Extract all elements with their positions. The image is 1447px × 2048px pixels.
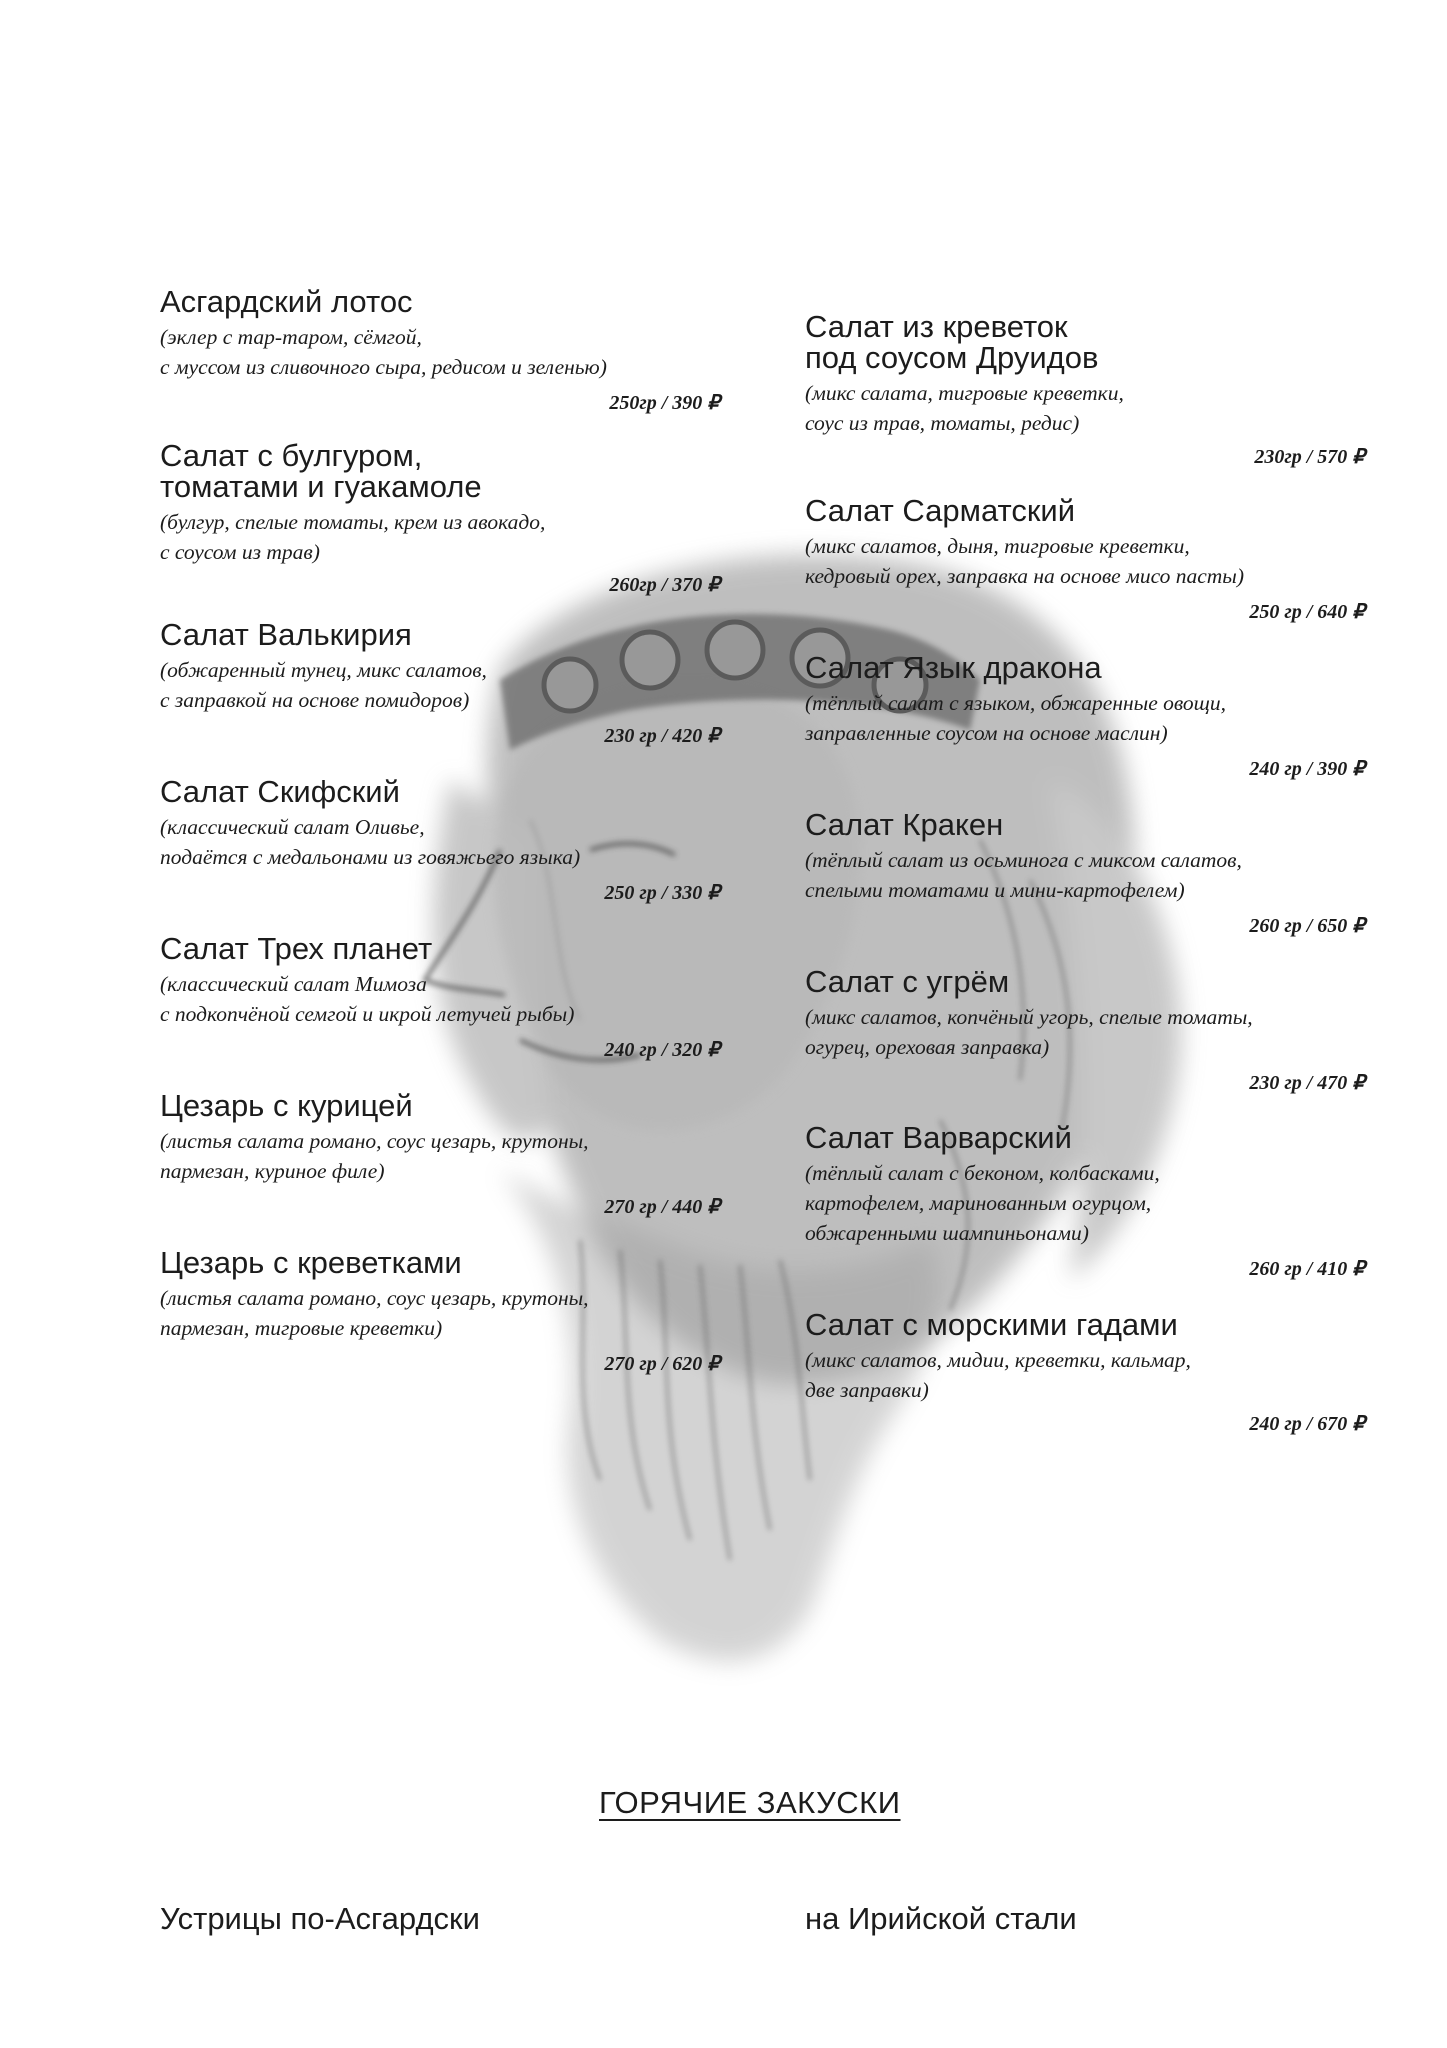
item-name-oysters: Устрицы по-Асгардски: [160, 1901, 480, 1936]
item-price: 230гр / 570 ₽: [1254, 446, 1365, 468]
menu-item: [160, 438, 720, 596]
item-price: 260 гр / 410 ₽: [1249, 1258, 1365, 1280]
item-name: Салат Сарматский: [805, 493, 1076, 528]
item-description: (листья салата романо, соус цезарь, крутоны, пармезан, тигровые креветки): [160, 1286, 589, 1340]
item-price: 270 гр / 440 ₽: [604, 1196, 720, 1218]
menu-item: [160, 931, 720, 1061]
item-price: 260 гр / 650 ₽: [1249, 915, 1365, 937]
menu-item: [160, 774, 720, 904]
section-title-hot-appetizers: ГОРЯЧИЕ ЗАКУСКИ: [599, 1785, 901, 1820]
item-description: (тёплый салат с беконом, колбасками, картофелем, маринованным огурцом, обжаренными шампиньонами): [805, 1161, 1160, 1245]
menu-item: [160, 1245, 720, 1375]
menu-item: [805, 493, 1365, 623]
item-name: Салат Кракен: [805, 807, 1004, 842]
menu-item: [805, 650, 1365, 780]
item-price: 260гр / 370 ₽: [609, 574, 720, 596]
menu-item: [805, 1307, 1365, 1435]
item-price: 240 гр / 390 ₽: [1249, 758, 1365, 780]
item-description: (тёплый салат из осьминога с миксом салатов, спелыми томатами и мини-картофелем): [805, 848, 1242, 902]
item-name: Салат Трех планет: [160, 931, 433, 966]
item-name: Салат Валькирия: [160, 617, 412, 652]
item-name: Салат Варварский: [805, 1120, 1072, 1155]
item-price: 250 гр / 640 ₽: [1249, 601, 1365, 623]
item-name: Цезарь с креветками: [160, 1245, 462, 1280]
item-price: 250 гр / 330 ₽: [604, 882, 720, 904]
item-description: (классический салат Оливье, подаётся с медальонами из говяжьего языка): [160, 815, 581, 869]
menu-item: [160, 617, 720, 747]
menu-item: [805, 807, 1365, 937]
item-description: (тёплый салат с языком, обжаренные овощи, заправленные соусом на основе маслин): [805, 691, 1227, 745]
item-description: (микс салатов, дыня, тигровые креветки, кедровый орех, заправка на основе мисо пасты): [805, 534, 1244, 588]
item-description: (микс салатов, мидии, креветки, кальмар, две заправки): [805, 1348, 1191, 1402]
item-price: 270 гр / 620 ₽: [604, 1353, 720, 1375]
item-description: (микс салата, тигровые креветки, соус из трав, томаты, редис): [805, 381, 1124, 435]
item-name: Асгардский лотос: [160, 284, 413, 319]
item-price: 230 гр / 420 ₽: [604, 725, 720, 747]
item-name: Салат Язык дракона: [805, 650, 1102, 685]
item-description: (листья салата романо, соус цезарь, крутоны, пармезан, куриное филе): [160, 1129, 589, 1183]
item-description: (эклер с тар-таром, сёмгой, с муссом из сливочного сыра, редисом и зеленью): [160, 325, 607, 379]
menu-item: [160, 1088, 720, 1218]
item-name: Салат с булгуром, томатами и гуакамоле: [160, 438, 482, 504]
item-name: Цезарь с курицей: [160, 1088, 413, 1123]
item-description: (классический салат Мимоза с подкопчёной семгой и икрой летучей рыбы): [160, 972, 575, 1026]
item-description: (обжаренный тунец, микс салатов, с заправкой на основе помидоров): [160, 658, 487, 712]
item-name: Салат из креветок под соусом Друидов: [805, 309, 1099, 375]
menu-item: [805, 964, 1365, 1094]
item-description: (микс салатов, копчёный угорь, спелые томаты, огурец, ореховая заправка): [805, 1005, 1253, 1059]
item-name: Салат с угрём: [805, 964, 1010, 999]
menu-item: [805, 309, 1365, 468]
item-price: 230 гр / 470 ₽: [1249, 1072, 1365, 1094]
item-name: Салат с морскими гадами: [805, 1307, 1178, 1342]
item-price: 240 гр / 670 ₽: [1249, 1413, 1365, 1435]
item-price: 250гр / 390 ₽: [609, 392, 720, 414]
item-name: Салат Скифский: [160, 774, 400, 809]
menu-item: [805, 1120, 1365, 1280]
item-price: 240 гр / 320 ₽: [604, 1039, 720, 1061]
item-description: (булгур, спелые томаты, крем из авокадо, с соусом из трав): [160, 510, 546, 564]
item-name-iriy-steel: на Ирийской стали: [805, 1901, 1077, 1936]
menu-item: [160, 284, 720, 414]
